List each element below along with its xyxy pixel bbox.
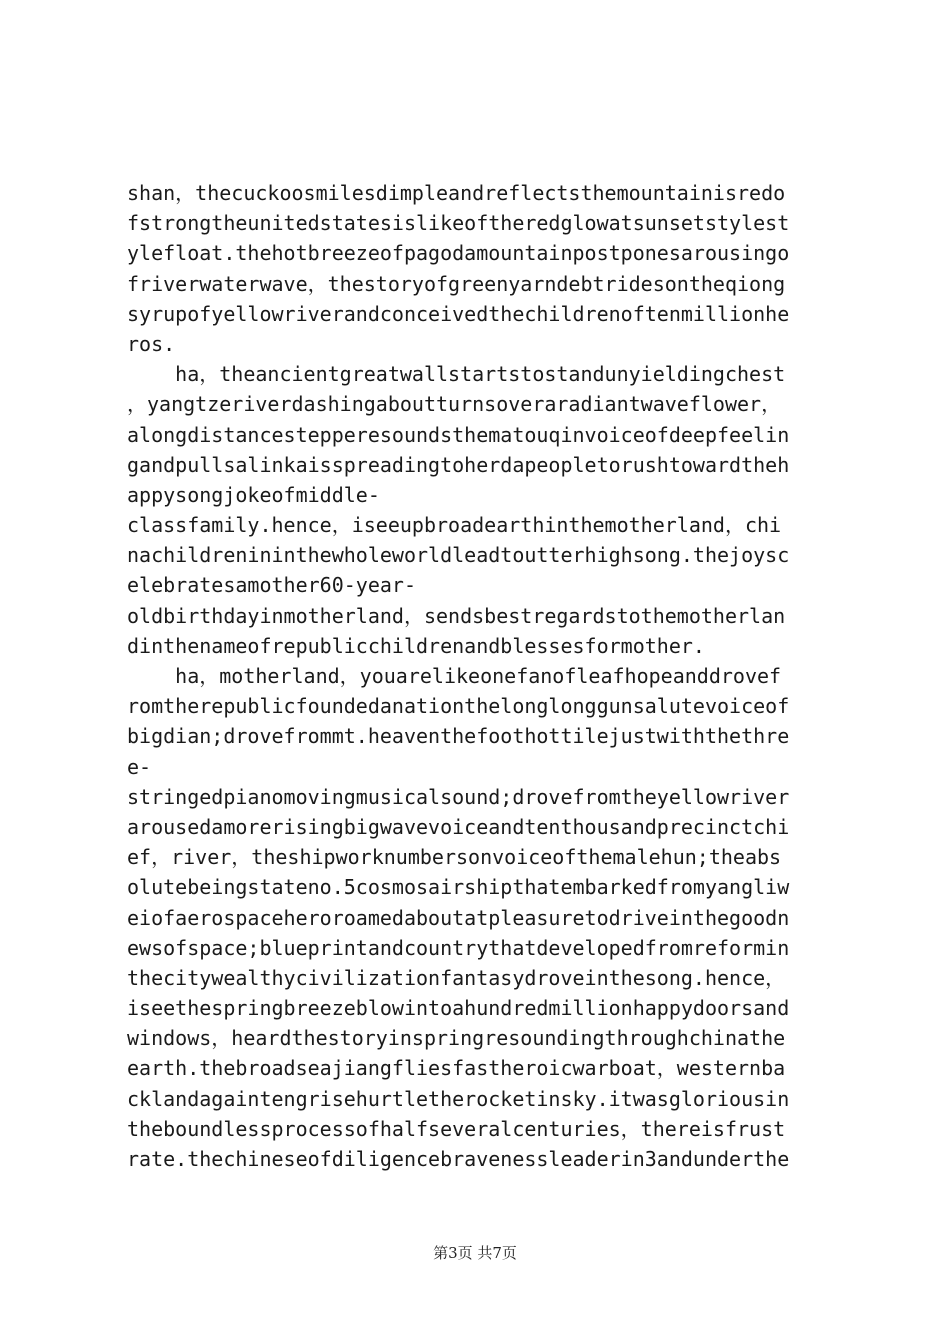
text-line: elebratesamother60-year- (127, 573, 416, 598)
text-line: thecitywealthycivilizationfantasydroveinthesong.hence， (127, 965, 786, 990)
text-line: appysongjokeofmiddle- (127, 482, 380, 507)
text-line: bigdian;drovefrommt.heaventhefoothottilejustwiththethre (127, 724, 790, 749)
text-line: ，yangtzeriverdashingaboutturnsoveraradiantwaveflower， (127, 392, 782, 417)
text-line: friverwaterwave，thestoryofgreenyarndebtridesontheqiong (127, 271, 786, 296)
text-line: fstrongtheunitedstatesislikeoftheredglowatsunsetstylest (127, 211, 790, 236)
body-text (127, 178, 832, 1174)
text-line: nachildrenininthewholeworldleadtoutterhighsong.thejoysc (127, 543, 790, 568)
text-line: ylefloat.thehotbreezeofpagodamountainpostponesarousingo (127, 241, 790, 266)
text-line: e- (127, 754, 152, 779)
page-number-footer: 第3页 共7页 (433, 1244, 517, 1262)
text-line: ha，theancientgreatwallstartstostandunyieldingchest (127, 362, 786, 387)
text-line: cklandagaintengrisehurtletherocketinsky.itwasgloriousin (127, 1086, 790, 1111)
text-line: iseethespringbreezeblowintoahundredmillionhappydoorsand (127, 996, 790, 1021)
text-line: ros. (127, 331, 176, 356)
text-line: alongdistancestepperesoundsthematouqinvoiceofdeepfeelin (127, 422, 790, 447)
text-line: classfamily.hence，iseeupbroadearthinthemotherland，chi (127, 513, 782, 538)
text-line: shan，thecuckoosmilesdimpleandreflectsthemountainisredo (127, 181, 786, 205)
text-line: arousedamorerisingbigwavevoiceandtenthousandprecinctchi (127, 814, 790, 839)
text-line: gandpullsalinkaisspreadingtoherdapeopletorushtowardtheh (127, 452, 790, 477)
text-line: oldbirthdayinmotherland，sendsbestregardstothemotherlan (127, 603, 786, 628)
text-line: ef，river，theshipworknumbersonvoiceofthemalehun;theabs (127, 845, 782, 870)
text-line: ha，motherland，youarelikeonefanofleafhopeanddrovef (127, 664, 782, 688)
text-line: stringedpianomovingmusicalsound;drovefromtheyellowriver (127, 784, 790, 809)
text-line: olutebeingstateno.5cosmosairshipthatembarkedfromyangliw (127, 875, 790, 900)
text-line: windows，heardthestoryinspringresoundingthroughchinathe (127, 1026, 786, 1051)
text-line: theboundlessprocessofhalfseveralcenturies，thereisfrust (127, 1116, 786, 1141)
text-line: earth.thebroadseajiangfliesfastheroicwarboat，westernba (127, 1056, 786, 1081)
text-line: dinthenameofrepublicchildrenandblessesformother. (127, 633, 705, 658)
text-line: eiofaerospaceheroroamedaboutatpleasuretodriveinthegoodn (127, 905, 790, 930)
text-line: syrupofyellowriverandconceivedthechildrenoftenmillionhe (127, 301, 790, 326)
text-line: romtherepublicfoundedanationthelonglonggunsalutevoiceof (127, 694, 790, 719)
text-line: rate.thechineseofdiligencebravenessleaderin3andunderthe (127, 1147, 790, 1171)
text-line: ewsofspace;blueprintandcountrythatdevelopedfromreformin (127, 935, 790, 960)
